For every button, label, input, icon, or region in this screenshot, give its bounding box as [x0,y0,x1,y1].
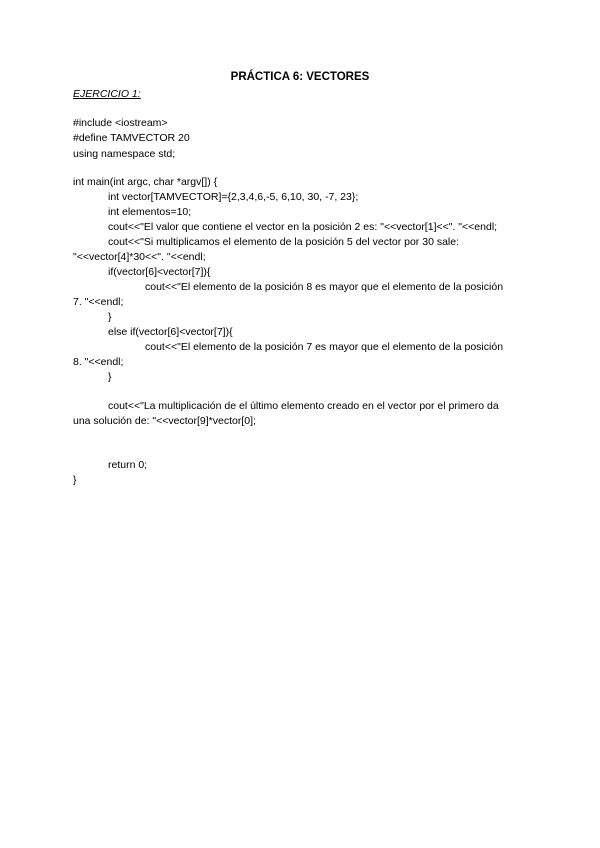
code-line: else if(vector[6]<vector[7]){ [108,326,233,338]
code-line: "<<vector[4]*30<<". "<<endl; [73,251,206,263]
code-line: cout<<"El elemento de la posición 8 es mayor que el elemento de la posición [145,281,504,293]
code-line: cout<<"El elemento de la posición 7 es mayor que el elemento de la posición [145,341,504,353]
code-line: } [73,474,77,486]
code-line: int main(int argc, char *argv[]) { [73,176,218,188]
code-line: } [108,371,112,383]
code-line: #define TAMVECTOR 20 [73,132,190,144]
code-line: cout<<"La multiplicación de el último elemento creado en el vector por el primero da [108,400,499,412]
code-line: return 0; [108,459,148,471]
code-line: int elementos=10; [108,206,192,218]
code-line: } [108,311,112,323]
code-line: una solución de: "<<vector[9]*vector[0]; [73,415,256,427]
page-title: PRÁCTICA 6: VECTORES [230,71,370,83]
code-line: 8. "<<endl; [73,356,124,368]
code-line: if(vector[6]<vector[7]){ [108,266,211,278]
code-line: #include <iostream> [73,117,168,129]
exercise-heading: EJERCICIO 1: [73,88,141,100]
code-line: 7. "<<endl; [73,296,124,308]
code-line: cout<<"Si multiplicamos el elemento de la posición 5 del vector por 30 sale: [108,236,460,248]
code-line: int vector[TAMVECTOR]={2,3,4,6,-5, 6,10, 30, -7, 23}; [108,191,359,203]
code-line: cout<<"El valor que contiene el vector en la posición 2 es: "<<vector[1]<<". "<<endl; [108,221,498,233]
code-line: using namespace std; [73,148,176,160]
